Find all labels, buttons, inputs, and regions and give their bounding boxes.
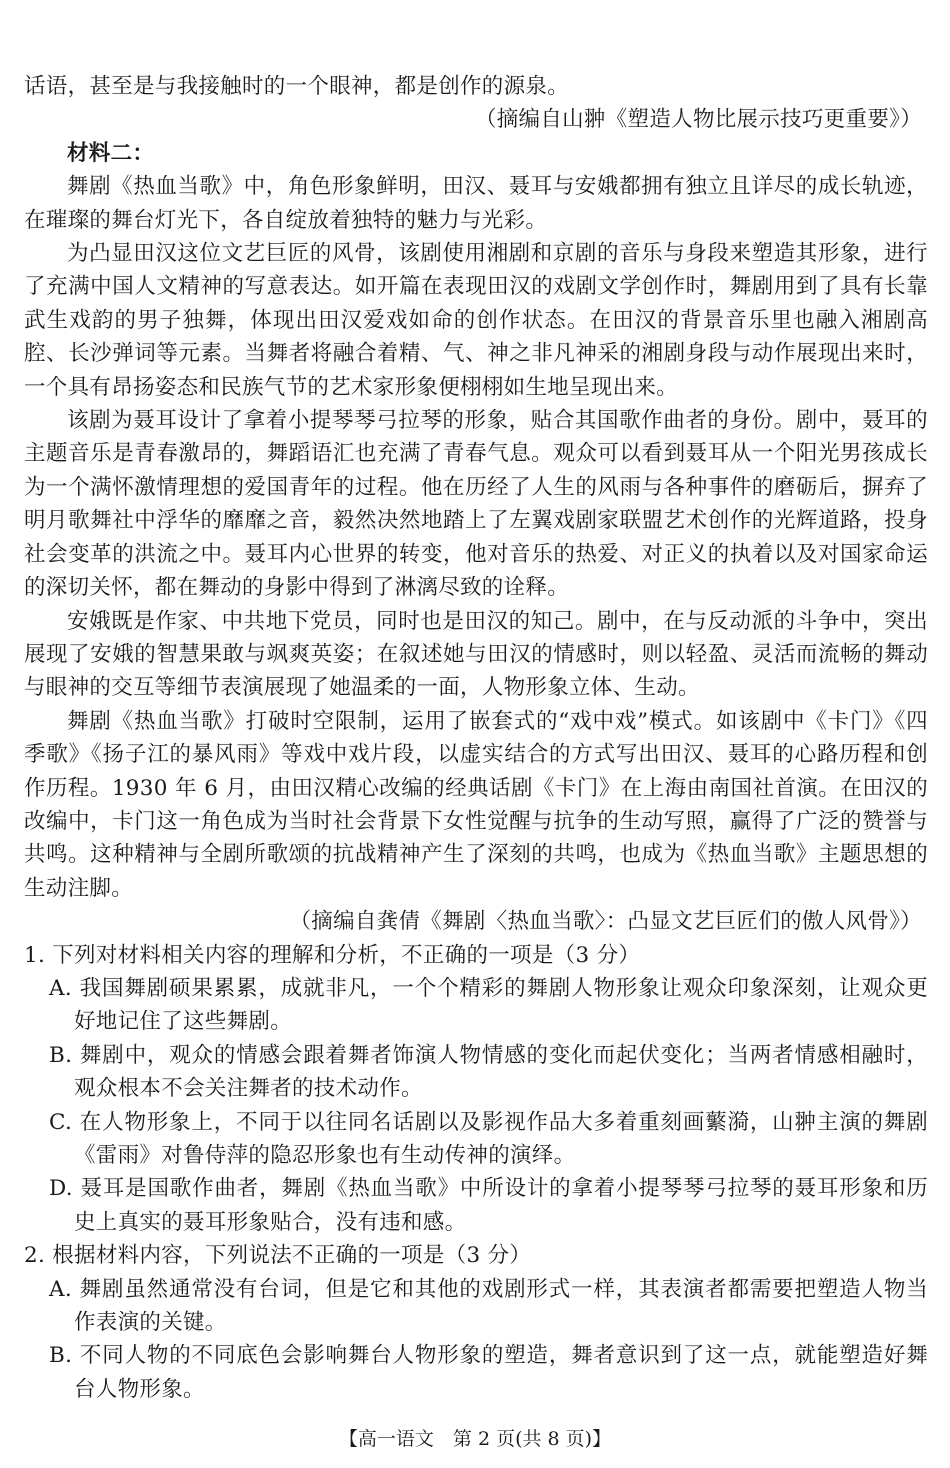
question-1-stem: 1. 下列对材料相关内容的理解和分析，不正确的一项是（3 分） [24, 942, 641, 968]
question-2-option-a: A. 舞剧虽然通常没有台词，但是它和其他的戏剧形式一样，其表演者都需要把塑造人物当作表演的关键。 [49, 1276, 928, 1336]
material-2-paragraph: 舞剧《热血当歌》中，角色形象鲜明，田汉、聂耳与安娥都拥有独立且详尽的成长轨迹，在璀璨的舞台灯光下，各自绽放着独特的魅力与光彩。 [24, 174, 928, 233]
page-footer: 【高一语文 第 2 页(共 8 页)】 [338, 1428, 612, 1450]
top-fragment: 话语，甚至是与我接触时的一个眼神，都是创作的源泉。 [24, 74, 570, 99]
material-2-paragraph: 安娥既是作家、中共地下党员，同时也是田汉的知己。剧中，在与反动派的斗争中，突出展现了安娥的智慧果敢与飒爽英姿；在叙述她与田汉的情感时，则以轻盈、灵活而流畅的舞动与眼神的交互等细节表演展现了她温柔的一面，人物形象立体、生动。 [24, 608, 928, 701]
page-content [24, 70, 928, 1406]
question-1-option-c: C. 在人物形象上，不同于以往同名话剧以及影视作品大多着重刻画蘩漪，山翀主演的舞剧《雷雨》对鲁侍萍的隐忍形象也有生动传神的演绎。 [49, 1109, 928, 1168]
question-2-stem: 2. 根据材料内容，下列说法不正确的一项是（3 分） [24, 1243, 532, 1269]
material-2-paragraph: 为凸显田汉这位文艺巨匠的风骨，该剧使用湘剧和京剧的音乐与身段来塑造其形象，进行了充满中国人文精神的写意表达。如开篇在表现田汉的戏剧文学创作时，舞剧用到了具有长靠武生戏韵的男子独舞，体现出田汉爱戏如命的创作状态。在田汉的背景音乐里也融入湘剧高腔、长沙弹词等元素。当舞者将融合着精、气、神之非凡神采的湘剧身段与动作展现出来时，一个具有昂扬姿态和民族气节的艺术家形象便栩栩如生地呈现出来。 [24, 241, 928, 400]
question-1-option-a: A. 我国舞剧硕果累累，成就非凡，一个个精彩的舞剧人物形象让观众印象深刻，让观众更好地记住了这些舞剧。 [49, 975, 928, 1035]
question-2-option-b: B. 不同人物的不同底色会影响舞台人物形象的塑造，舞者意识到了这一点，就能塑造好舞台人物形象。 [49, 1343, 928, 1402]
question-1-option-d: D. 聂耳是国歌作曲者，舞剧《热血当歌》中所设计的拿着小提琴琴弓拉琴的聂耳形象和历史上真实的聂耳形象贴合，没有违和感。 [49, 1176, 928, 1235]
material-2-paragraph: 舞剧《热血当歌》打破时空限制，运用了嵌套式的“戏中戏”模式。如该剧中《卡门》《四季歌》《扬子江的暴风雨》等戏中戏片段，以虚实结合的方式写出田汉、聂耳的心路历程和创作历程。1930 年 6 月，由田汉精心改编的经典话剧《卡门》在上海由南国社首演。在田汉的改编中，卡门这一角色成为当时社会背景下女性觉醒与抗争的生动写照，赢得了广泛的赞誉与共鸣。这种精神与全剧所歌颂的抗战精神产生了深刻的共鸣，也成为《热血当歌》主题思想的生动注脚。 [24, 708, 928, 901]
source-citation-2: （摘编自龚倩《舞剧〈热血当歌〉：凸显文艺巨匠们的傲人风骨》） [289, 909, 922, 935]
source-citation-1: （摘编自山翀《塑造人物比展示技巧更重要》） [474, 107, 922, 133]
material-2-heading: 材料二： [67, 140, 155, 166]
question-1-option-b: B. 舞剧中，观众的情感会跟着舞者饰演人物情感的变化而起伏变化；当两者情感相融时，观众根本不会关注舞者的技术动作。 [49, 1042, 928, 1102]
material-2-paragraph: 该剧为聂耳设计了拿着小提琴琴弓拉琴的形象，贴合其国歌作曲者的身份。剧中，聂耳的主题音乐是青春激昂的，舞蹈语汇也充满了青春气息。观众可以看到聂耳从一个阳光男孩成长为一个满怀激情理想的爱国青年的过程。他在历经了人生的风雨与各种事件的磨砺后，摒弃了明月歌舞社中浮华的靡靡之音，毅然决然地踏上了左翼戏剧家联盟艺术创作的光辉道路，投身社会变革的洪流之中。聂耳内心世界的转变，他对音乐的热爱、对正义的执着以及对国家命运的深切关怀，都在舞动的身影中得到了淋漓尽致的诠释。 [24, 408, 928, 601]
